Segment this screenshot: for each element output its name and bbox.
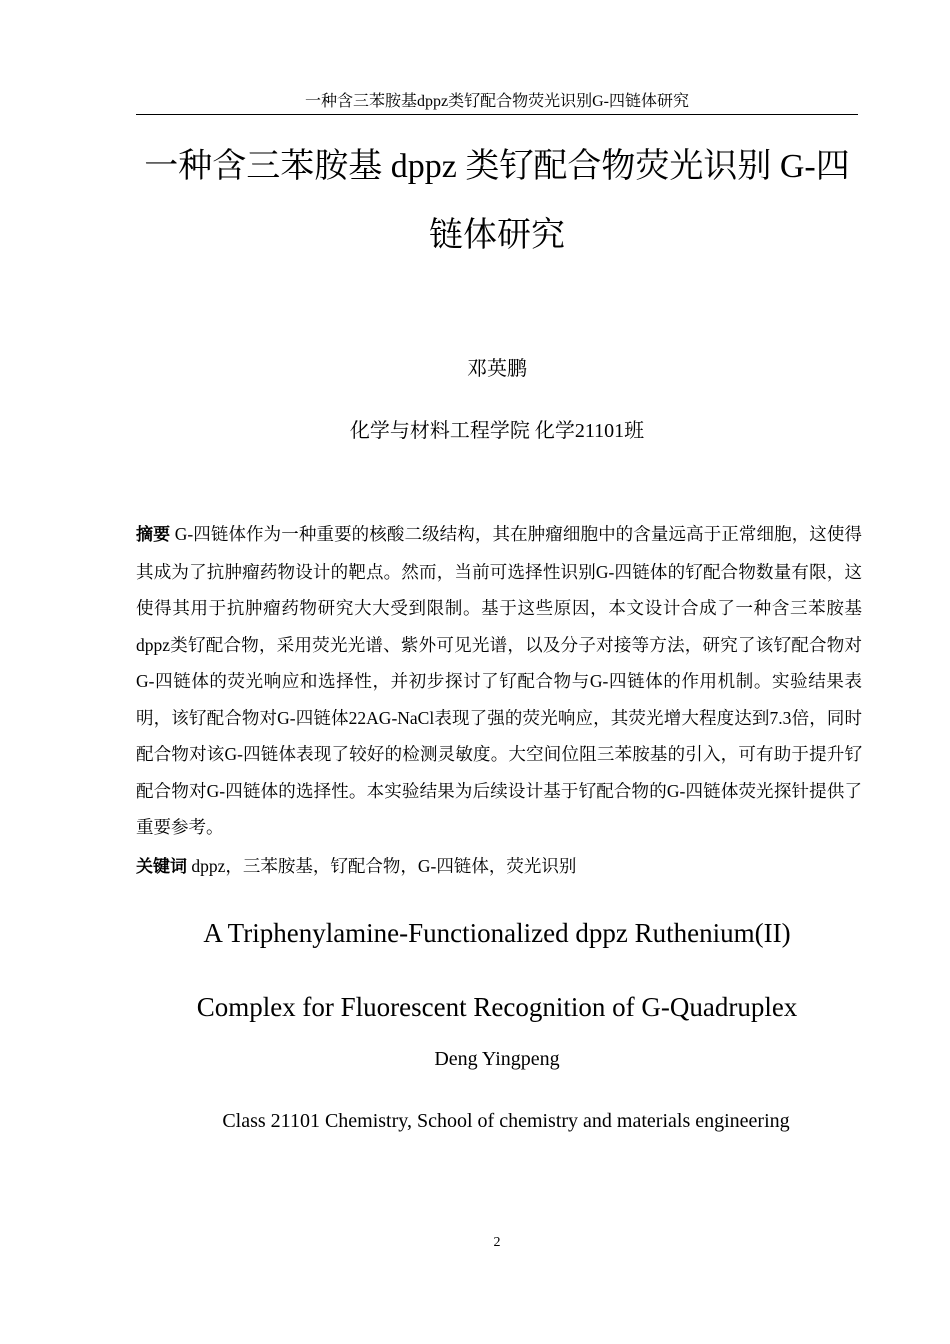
keywords-text: dppz，三苯胺基，钌配合物，G-四链体，荧光识别 bbox=[191, 856, 577, 876]
keywords-line bbox=[136, 852, 862, 881]
title-part1-latin: dppz bbox=[382, 148, 466, 185]
chinese-title-line1 bbox=[130, 132, 864, 201]
header-divider bbox=[136, 114, 858, 115]
title-part2-zh: 类钌配合物荧光识别 bbox=[465, 146, 772, 186]
abstract-text: G-四链体作为一种重要的核酸二级结构，其在肿瘤细胞中的含量远高于正常细胞，这使得其成为了抗肿瘤药物设计的靶点。然而，当前可选择性识别G-四链体的钌配合物数量有限，这使得其用于抗肿瘤药物研究大大受到限制。基于这些原因，本文设计合成了一种含三苯胺基dppz类钌配合物，采用荧光光谱、紫外可见光谱，以及分子对接等方法，研究了该钌配合物对G-四链体的荧光响应和选择性，并初步探讨了钌配合物与G-四链体的作用机制。实验结果表明，该钌配合物对G-四链体22AG-NaCl表现了强的荧光响应，其荧光增大程度达到7.3倍，同时配合物对该G-四链体表现了较好的检测灵敏度。大空间位阻三苯胺基的引入，可有助于提升钌配合物对G-四链体的选择性。本实验结果为后续设计基于钌配合物的G-四链体荧光探针提供了重要参考。 bbox=[136, 524, 863, 837]
english-title-line1: A Triphenylamine-Functionalized dppz Ruthenium(II) bbox=[203, 918, 791, 948]
chinese-author: 邓英鹏 bbox=[467, 358, 527, 380]
english-title-line2: Complex for Fluorescent Recognition of G-Quadruplex bbox=[196, 992, 798, 1022]
title-part3-zh: 四 bbox=[815, 146, 850, 186]
english-author: Deng Yingpeng bbox=[434, 1048, 560, 1070]
chinese-title-line2: 链体研究 bbox=[429, 215, 565, 255]
english-affiliation: Class 21101 Chemistry, School of chemistry and materials engineering bbox=[222, 1110, 790, 1132]
abstract-label: 摘要 bbox=[136, 525, 171, 545]
title-part2-latin: G- bbox=[771, 148, 816, 185]
running-header: 一种含三苯胺基dppz类钌配合物荧光识别G-四链体研究 bbox=[305, 93, 689, 110]
english-title bbox=[130, 896, 864, 1044]
page-number: 2 bbox=[493, 1235, 501, 1250]
chinese-title bbox=[130, 132, 864, 269]
title-part1-zh: 一种含三苯胺基 bbox=[144, 146, 383, 186]
chinese-affiliation: 化学与材料工程学院 化学21101班 bbox=[349, 420, 645, 442]
keywords-label: 关键词 bbox=[136, 857, 187, 877]
abstract-paragraph bbox=[136, 516, 862, 846]
